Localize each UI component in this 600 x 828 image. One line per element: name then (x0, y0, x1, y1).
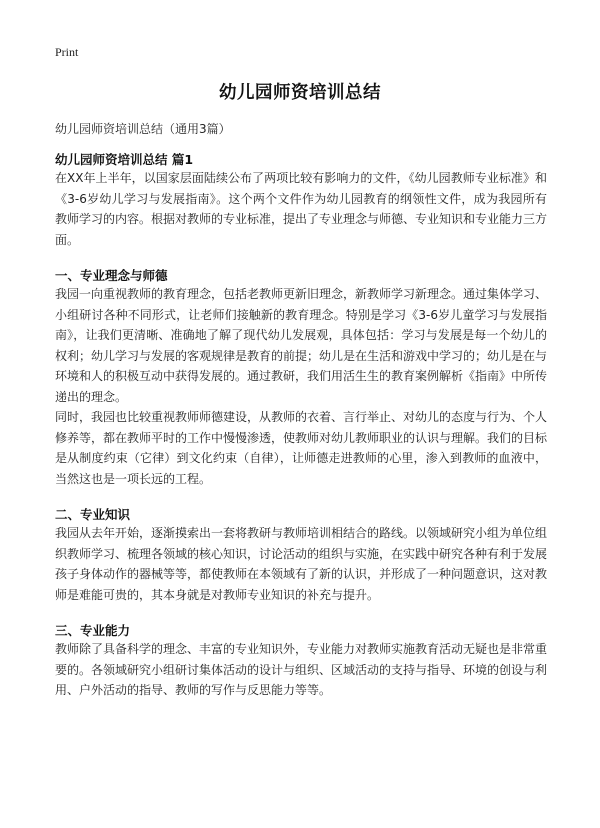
intro-paragraph: 在XX年上半年，以国家层面陆续公布了两项比较有影响力的文件，《幼儿园教师专业标准》和《3-6岁幼儿学习与发展指南》。这个两个文件作为幼儿园教育的纲领性文件，成为我园所有教师学习的内容。根据对教师的专业标准，提出了专业理念与师德、专业知识和专业能力三方面。 (55, 171, 548, 247)
document-title: 幼儿园师资培训总结 (219, 83, 381, 103)
print-link[interactable]: Print (55, 45, 79, 59)
section-paragraph: 我园一向重视教师的教育理念，包括老教师更新旧理念，新教师学习新理念。通过集体学习、小组研讨各种不同形式，让老师们接触新的教育理念。特别是学习《3-6岁儿童学习与发展指南》，让我们更清晰、准确地了解了现代幼儿发展观，具体包括：学习与发展是每一个幼儿的权利；幼儿学习与发展的客观规律是教育的前提；幼儿是在生活和游戏中学习的；幼儿是在与环境和人的积极互动中获得发展的。通过教研，我们用活生生的教育案例解析《指南》中所传递出的理念。 (55, 287, 548, 404)
section-paragraph: 同时，我园也比较重视教师师德建设，从教师的衣着、言行举止、对幼儿的态度与行为、个人修养等，都在教师平时的工作中慢慢渗透，使教师对幼儿教师职业的认识与理解。我们的目标是从制度约束（它律）到文化约束（自律），让师德走进教师的心里，渗入到教师的血液中，当然这也是一项长远的工程。 (55, 410, 548, 486)
document-body (55, 121, 547, 701)
section-paragraph: 我园从去年开始，逐渐摸索出一套将教研与教师培训相结合的路线。以领域研究小组为单位组织教师学习、梳理各领域的核心知识，讨论活动的组织与实施，在实践中研究各种有利于发展孩子身体动作的器械等等，都使教师在本领域有了新的认识，并形成了一种问题意识，这对教师是难能可贵的，其本身就是对教师专业知识的补充与提升。 (55, 526, 548, 602)
section-heading-ability: 三、专业能力 (55, 623, 131, 638)
section-heading-knowledge: 二、专业知识 (55, 507, 131, 522)
document-subtitle: 幼儿园师资培训总结（通用3篇） (55, 122, 231, 136)
section-paragraph: 教师除了具备科学的理念、丰富的专业知识外，专业能力对教师实施教育活动无疑也是非常重要的。各领域研究小组研讨集体活动的设计与组织、区域活动的支持与指导、环境的创设与利用、户外活动的指导、教师的写作与反思能力等等。 (55, 642, 548, 697)
section-heading-ethics: 一、专业理念与师德 (55, 268, 168, 283)
chapter-title: 幼儿园师资培训总结 篇1 (55, 152, 194, 167)
